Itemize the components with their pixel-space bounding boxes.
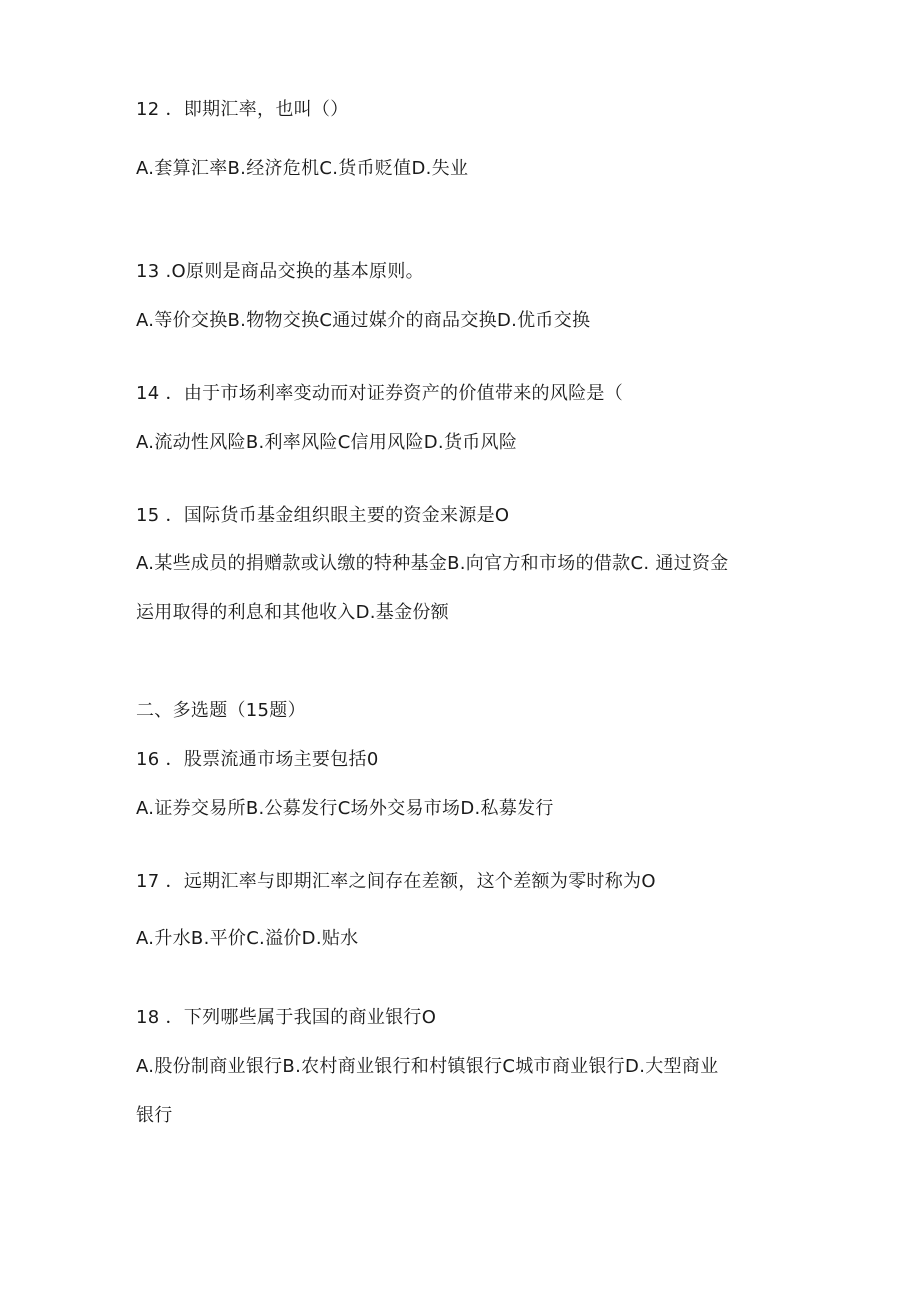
question-15-stem: 15 ．国际货币基金组织眼主要的资金来源是O: [136, 505, 510, 526]
question-13-stem: 13 .O原则是商品交换的基本原则。: [136, 261, 424, 282]
question-18-stem: 18 ．下列哪些属于我国的商业银行O: [136, 1007, 437, 1028]
question-15-options-line1: A.某些成员的捐赠款或认缴的特种基金B.向官方和市场的借款C. 通过资金: [136, 553, 729, 574]
question-12-stem: 12 ．即期汇率，也叫（）: [136, 99, 349, 120]
question-17-options: A.升水B.平价C.溢价D.贴水: [136, 928, 359, 949]
section-heading: 二、多选题（15题）: [136, 700, 306, 721]
question-14-stem: 14 ．由于市场利率变动而对证券资产的价值带来的风险是（: [136, 383, 624, 404]
question-17-stem: 17 ．远期汇率与即期汇率之间存在差额，这个差额为零时称为O: [136, 871, 656, 892]
question-13-options: A.等价交换B.物物交换C通过媒介的商品交换D.优币交换: [136, 310, 591, 331]
question-15-options-line2: 运用取得的利息和其他收入D.基金份额: [136, 602, 449, 623]
question-12-options: A.套算汇率B.经济危机C.货币贬值D.失业: [136, 158, 469, 179]
question-16-options: A.证券交易所B.公募发行C场外交易市场D.私募发行: [136, 798, 554, 819]
question-16-stem: 16 ．股票流通市场主要包括0: [136, 749, 379, 770]
question-18-options-line2: 银行: [136, 1105, 173, 1126]
question-18-options-line1: A.股份制商业银行B.农村商业银行和村镇银行C城市商业银行D.大型商业: [136, 1056, 719, 1077]
question-14-options: A.流动性风险B.利率风险C信用风险D.货币风险: [136, 432, 518, 453]
